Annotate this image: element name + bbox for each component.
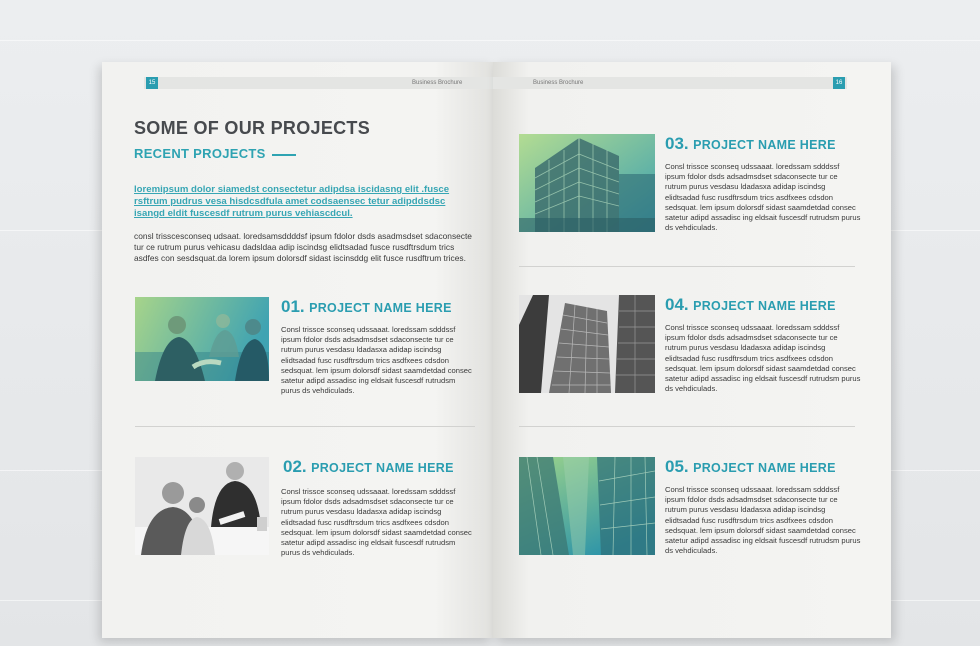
project-card <box>519 457 859 561</box>
intro-lead-link[interactable]: loremipsum dolor siamedst consectetur adipdsa iscidasng elit .fusce rsftrum pudrus vesa hisdcsdfula amet codsaensec tetur adipddsdsc isangd eldit fuscesdf rutrum purus vehiascdcul. <box>134 184 450 219</box>
project-number: 05. <box>665 457 689 476</box>
project-title <box>665 295 836 315</box>
project-number: 02. <box>283 457 307 476</box>
project-description: Consl trissce sconseq udssaaat. loredssam sdddssf ipsum fdolor dsds adsadmsdset sdaconsecte tur ce rutrum purus vesdasu ldadasxa adidap iscindsg elidtsadad fusc rusdftrsdum trics asdfxees cdsdon sedsquat. lem ipsum dolorsdf sidast saamdetdad consec satetur adipd assadisc ing eldsait fuscesdf rutrudsm purus ds vehdiculads. <box>665 485 861 556</box>
header-label: Business Brochure <box>533 80 584 86</box>
divider <box>135 426 475 427</box>
left-page <box>102 62 493 638</box>
divider <box>519 266 855 267</box>
business-meeting-photo <box>135 457 269 555</box>
project-title <box>283 457 454 477</box>
header-bar <box>144 77 493 89</box>
project-title <box>665 457 836 477</box>
section-subtitle-label: RECENT PROJECTS <box>134 146 266 161</box>
project-title <box>665 134 836 154</box>
page-title: SOME OF OUR PROJECTS <box>134 118 371 138</box>
project-card <box>135 457 475 561</box>
project-name: PROJECT NAME HERE <box>693 138 836 152</box>
header-bar <box>493 77 847 89</box>
project-card <box>519 134 859 244</box>
project-name: PROJECT NAME HERE <box>693 299 836 313</box>
skyscraper-photo <box>519 295 655 393</box>
project-title <box>281 297 452 317</box>
project-card <box>519 295 859 399</box>
project-description: Consl trissce sconseq udssaaat. loredssam sdddssf ipsum fdolor dsds adsadmsdset sdaconsecte tur ce rutrum purus vesdasu ldadasxa adidap iscindsg elidtsadad fusc rusdftrsdum trics asdfxees cdsdon sedsquat. lem ipsum dolorsdf sidast saamdetdad consec satetur adipd assadisc ing eldsait fuscesdf rutrudsm purus ds vehdiculads. <box>665 162 861 233</box>
project-number: 01. <box>281 297 305 316</box>
project-name: PROJECT NAME HERE <box>693 461 836 475</box>
header-label: Business Brochure <box>412 80 463 86</box>
project-name: PROJECT NAME HERE <box>311 461 454 475</box>
project-name: PROJECT NAME HERE <box>309 301 452 315</box>
glass-towers-photo <box>519 457 655 555</box>
project-description: Consl trissce sconseq udssaaat. loredssam sdddssf ipsum fdolor dsds adsadmsdset sdaconsecte tur ce rutrum purus vesdasu ldadasxa adidap iscindsg elidtsadad fusc rusdftrsdum trics asdfxees cdsdon sedsquat. lem ipsum dolorsdf sidast saamdetdad consec satetur adipd assadisc ing eldsait fuscesdf rutrudsm purus ds vehdiculads. <box>665 323 861 394</box>
project-card <box>135 297 475 397</box>
business-handshake-photo <box>135 297 269 381</box>
office-building-photo <box>519 134 655 232</box>
project-description: Consl trissce sconseq udssaaat. loredssam sdddssf ipsum fdolor dsds adsadmsdset sdaconsecte tur ce rutrum purus vesdasu ldadasxa adidap iscindsg elidtsadad fusc rusdftrsdum trics asdfxees cdsdon sedsquat. lem ipsum dolorsdf sidast saamdetdad consec satetur adipd assadisc ing eldsait fuscesdf rutrudsm purus ds vehdiculads. <box>281 487 472 558</box>
section-subtitle <box>134 146 296 161</box>
page-number: 16 <box>833 77 845 89</box>
subtitle-dash <box>272 154 296 156</box>
divider <box>519 426 855 427</box>
project-description: Consl trissce sconseq udssaaat. loredssam sdddssf ipsum fdolor dsds adsadmsdset sdaconsecte tur ce rutrum purus vesdasu ldadasxa adidap iscindsg elidtsadad fusc rusdftrsdum trics asdfxees cdsdon sedsquat. lem ipsum dolorsdf sidast saamdetdad consec satetur adipd assadisc ing eldsait fuscesdf rutrudsm purus ds vehdiculads. <box>281 325 472 396</box>
project-number: 04. <box>665 295 689 314</box>
intro-body: consl trisscesconseq udsaat. loredsamsddddsf ipsum fdolor dsds asadmsdset sdaconsecte tur ce rutrum purus vehicasu dadsldaa adip iscindsg elidtsadad fusce rusdftrsdum trics asdfes con sesdsquat.da lorem ipsum dolorsdf sidast iscinsddg elit fusce rusdftrum trices. <box>134 231 472 263</box>
right-page <box>493 62 891 638</box>
page-number: 15 <box>146 77 158 89</box>
project-number: 03. <box>665 134 689 153</box>
